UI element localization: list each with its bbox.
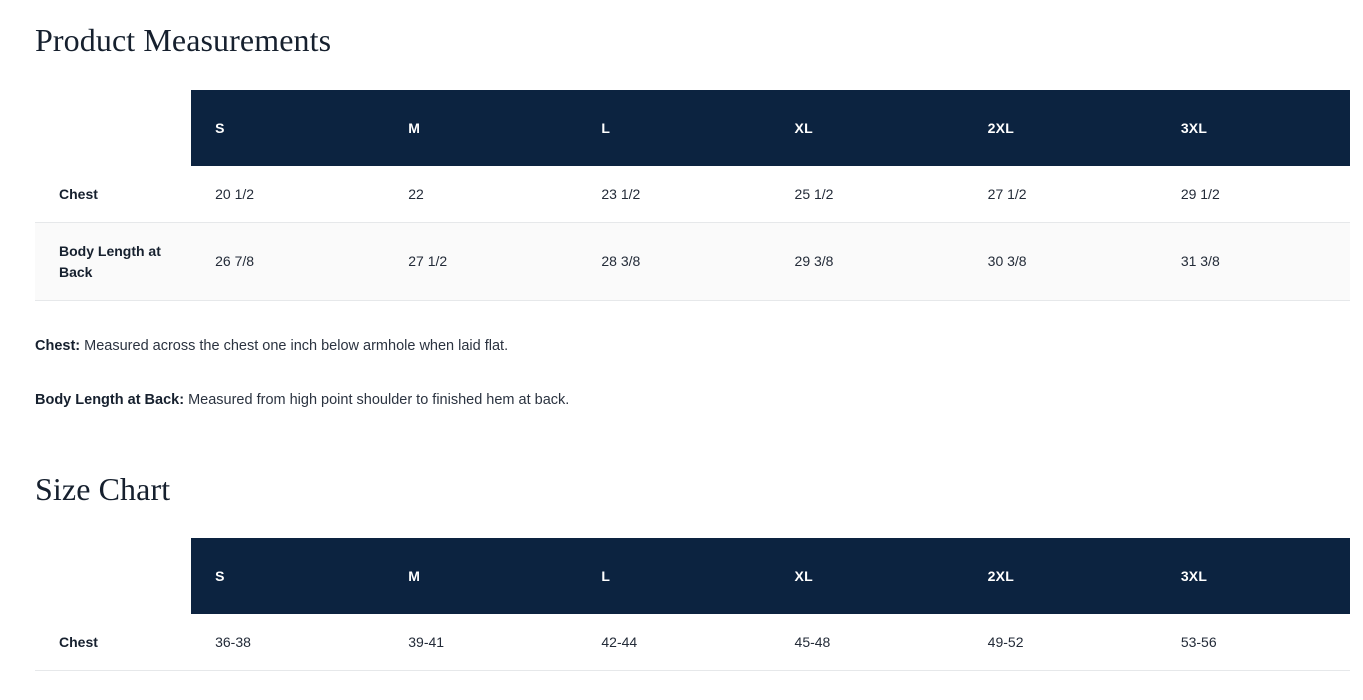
table-header <box>35 90 1350 166</box>
cell-chest-m: 22 <box>384 166 577 223</box>
table-header-cell-xl: XL <box>771 538 964 614</box>
table-header-cell-s: S <box>191 538 384 614</box>
page-title-product-measurements: Product Measurements <box>35 22 332 58</box>
cell-chest-2xl: 49-52 <box>964 614 1157 671</box>
table-row <box>35 223 1350 301</box>
table-row <box>35 614 1350 671</box>
table-header-cell-s: S <box>191 90 384 166</box>
product-measurements-table <box>35 90 1350 301</box>
note-body-length <box>35 390 569 410</box>
cell-chest-l: 42-44 <box>577 614 770 671</box>
table-body <box>35 614 1350 671</box>
cell-chest-s: 36-38 <box>191 614 384 671</box>
table-header-cell-l: L <box>577 538 770 614</box>
note-chest-text: Measured across the chest one inch below armhole when laid flat. <box>80 338 509 354</box>
cell-chest-l: 23 1/2 <box>577 166 770 223</box>
page-title-size-chart: Size Chart <box>35 471 171 507</box>
table-header-cell-xl: XL <box>771 90 964 166</box>
row-label-chest: Chest <box>35 166 191 223</box>
table-header-cell-empty <box>35 90 191 166</box>
table-body <box>35 166 1350 300</box>
cell-body-length-2xl: 30 3/8 <box>964 223 1157 301</box>
table-header-cell-l: L <box>577 90 770 166</box>
cell-body-length-m: 27 1/2 <box>384 223 577 301</box>
cell-chest-s: 20 1/2 <box>191 166 384 223</box>
cell-chest-xl: 25 1/2 <box>771 166 964 223</box>
table-header-cell-2xl: 2XL <box>964 90 1157 166</box>
cell-chest-3xl: 53-56 <box>1157 614 1350 671</box>
table-header-row <box>35 538 1350 614</box>
row-label-body-length: Body Length at Back <box>35 223 191 301</box>
table-header-cell-m: M <box>384 90 577 166</box>
table-header-row <box>35 90 1350 166</box>
cell-chest-2xl: 27 1/2 <box>964 166 1157 223</box>
table-header-cell-empty <box>35 538 191 614</box>
table-header-cell-2xl: 2XL <box>964 538 1157 614</box>
table-header <box>35 538 1350 614</box>
table-header-cell-3xl: 3XL <box>1157 90 1350 166</box>
table-header-cell-3xl: 3XL <box>1157 538 1350 614</box>
note-chest-label: Chest: <box>35 338 81 354</box>
note-body-length-label: Body Length at Back: <box>35 392 185 408</box>
cell-body-length-l: 28 3/8 <box>577 223 770 301</box>
size-chart-table-wrapper <box>35 538 1350 671</box>
cell-chest-3xl: 29 1/2 <box>1157 166 1350 223</box>
size-chart-table <box>35 538 1350 671</box>
product-measurements-table-wrapper <box>35 90 1350 301</box>
note-chest <box>35 336 508 356</box>
table-row <box>35 166 1350 223</box>
cell-chest-m: 39-41 <box>384 614 577 671</box>
table-header-cell-m: M <box>384 538 577 614</box>
row-label-chest: Chest <box>35 614 191 671</box>
cell-chest-xl: 45-48 <box>771 614 964 671</box>
cell-body-length-s: 26 7/8 <box>191 223 384 301</box>
cell-body-length-3xl: 31 3/8 <box>1157 223 1350 301</box>
note-body-length-text: Measured from high point shoulder to finished hem at back. <box>184 392 570 408</box>
cell-body-length-xl: 29 3/8 <box>771 223 964 301</box>
